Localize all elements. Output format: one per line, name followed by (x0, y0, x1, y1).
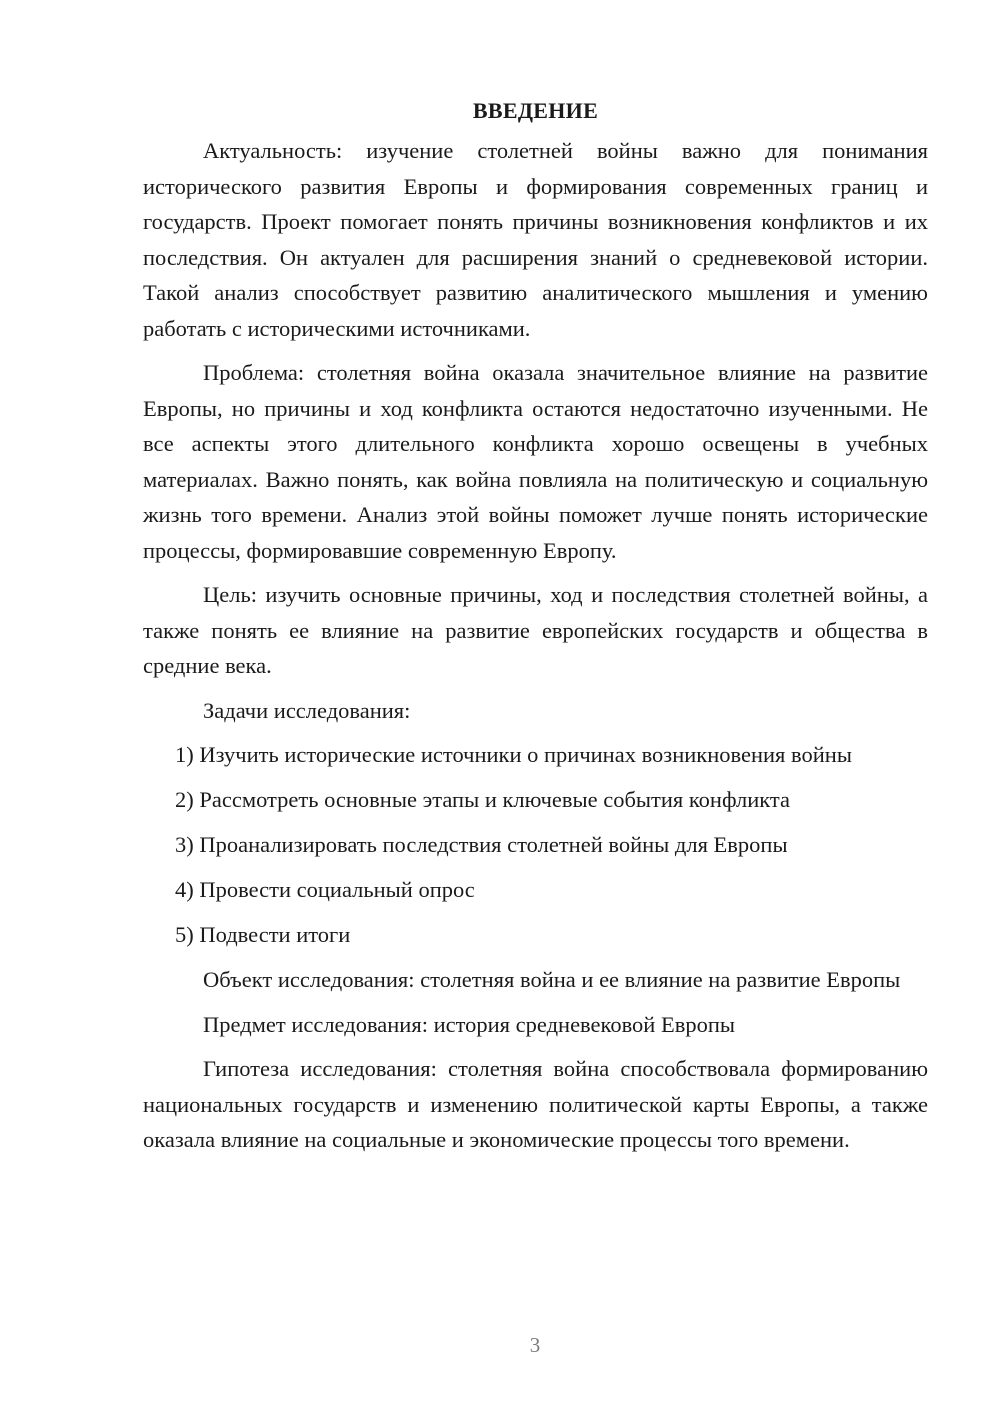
tasks-heading: Задачи исследования: (203, 697, 411, 723)
goal-paragraph: Цель: изучить основные причины, ход и последствия столетней войны, а также понять ее влияние на развитие европейских государств и общества в средние века. (143, 582, 928, 678)
list-item: 4) Провести социальный опрос (175, 877, 475, 902)
list-item: 3) Проанализировать последствия столетней войны для Европы (175, 832, 788, 857)
relevance-paragraph: Актуальность: изучение столетней войны важно для понимания исторического развития Европы и формирования современных границ и государств. Проект помогает понять причины возникновения конфликтов и их последствия. Он актуален для расширения знаний о средневековой истории. Такой анализ способствует развитию аналитического мышления и умению работать с историческими источниками. (143, 138, 928, 341)
page-title: ВВЕДЕНИЕ (472, 98, 599, 123)
list-item: 1) Изучить исторические источники о причинах возникновения войны (175, 742, 852, 767)
problem-paragraph: Проблема: столетняя война оказала значительное влияние на развитие Европы, но причины и ход конфликта остаются недостаточно изученными. Не все аспекты этого длительного конфликта хорошо освещены в учебных материалах. Важно понять, как война повлияла на политическую и социальную жизнь того времени. Анализ этой войны поможет лучше понять исторические процессы, формировавшие современную Европу. (143, 360, 928, 563)
list-item: 2) Рассмотреть основные этапы и ключевые события конфликта (175, 787, 790, 812)
object-paragraph: Объект исследования: столетняя война и ее влияние на развитие Европы (203, 967, 901, 992)
subject-paragraph: Предмет исследования: история средневековой Европы (203, 1011, 735, 1037)
list-item: 5) Подвести итоги (175, 922, 351, 947)
document-page (143, 96, 928, 1167)
page-number: 3 (529, 1333, 541, 1357)
hypothesis-paragraph: Гипотеза исследования: столетняя война способствовала формированию национальных государств и изменению политической карты Европы, а также оказала влияние на социальные и экономические процессы того времени. (143, 1056, 928, 1152)
tasks-list (143, 737, 928, 953)
